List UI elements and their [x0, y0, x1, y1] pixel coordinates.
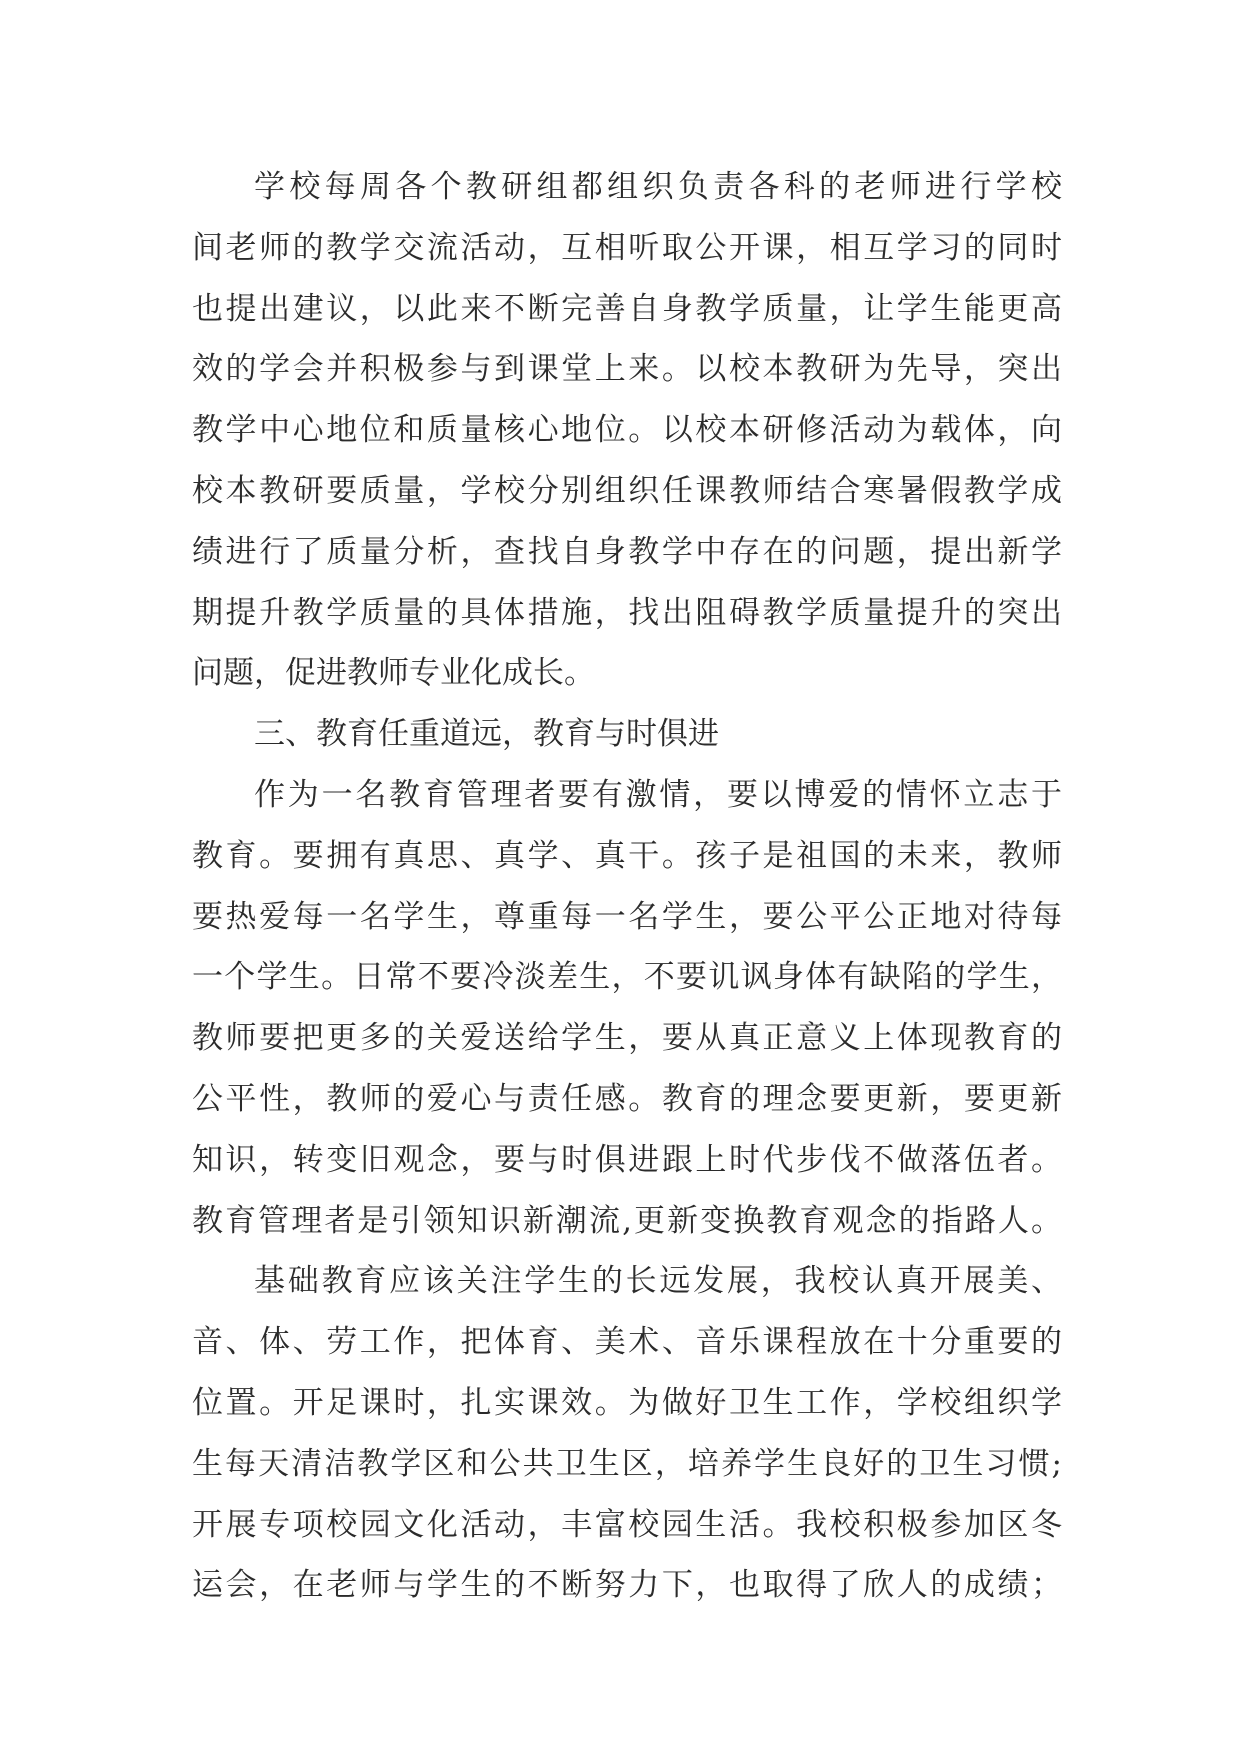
paragraph-line: 运会，在老师与学生的不断努力下，也取得了欣人的成绩；	[192, 1567, 1062, 1604]
paragraph-line: 教育。要拥有真思、真学、真干。孩子是祖国的未来，教师	[192, 837, 1062, 874]
paragraph-line: 作为一名教育管理者要有激情，要以博爱的情怀立志于	[254, 776, 1062, 813]
body-text	[192, 157, 1062, 1616]
paragraph-line: 效的学会并积极参与到课堂上来。以校本教研为先导，突出	[192, 351, 1062, 388]
paragraph-line: 生每天清洁教学区和公共卫生区，培养学生良好的卫生习惯;	[192, 1445, 1062, 1482]
paragraph-line: 教学中心地位和质量核心地位。以校本研修活动为载体，向	[192, 412, 1062, 449]
paragraph-line: 要热爱每一名学生，尊重每一名学生，要公平公正地对待每	[192, 898, 1062, 935]
paragraph-line: 公平性，教师的爱心与责任感。教育的理念要更新，要更新	[192, 1080, 1062, 1117]
paragraph-line: 知识，转变旧观念，要与时俱进跟上时代步伐不做落伍者。	[192, 1141, 1062, 1178]
paragraph-line: 基础教育应该关注学生的长远发展，我校认真开展美、	[254, 1263, 1062, 1300]
paragraph-line: 学校每周各个教研组都组织负责各科的老师进行学校	[254, 169, 1062, 205]
paragraph-line: 校本教研要质量，学校分别组织任课教师结合寒暑假教学成	[192, 472, 1062, 509]
paragraph-line: 问题，促进教师专业化成长。	[192, 655, 595, 692]
paragraph-line: 绩进行了质量分析，查找自身教学中存在的问题，提出新学	[192, 533, 1062, 570]
section-heading: 三、教育任重道远，教育与时俱进	[254, 716, 719, 753]
paragraph-line: 音、体、劳工作，把体育、美术、音乐课程放在十分重要的	[192, 1324, 1062, 1361]
paragraph-line: 也提出建议，以此来不断完善自身教学质量，让学生能更高	[192, 290, 1062, 327]
paragraph-line: 期提升教学质量的具体措施，找出阻碍教学质量提升的突出	[192, 594, 1062, 631]
paragraph-line: 一个学生。日常不要冷淡差生，不要讥讽身体有缺陷的学生，	[192, 959, 1062, 996]
paragraph-line: 间老师的教学交流活动，互相听取公开课，相互学习的同时	[192, 229, 1062, 266]
paragraph-line: 教师要把更多的关爱送给学生，要从真正意义上体现教育的	[192, 1020, 1062, 1057]
paragraph-line: 位置。开足课时，扎实课效。为做好卫生工作，学校组织学	[192, 1384, 1062, 1421]
paragraph-line: 开展专项校园文化活动，丰富校园生活。我校积极参加区冬	[192, 1506, 1062, 1543]
paragraph-line: 教育管理者是引领知识新潮流,更新变换教育观念的指路人。	[192, 1202, 1062, 1239]
